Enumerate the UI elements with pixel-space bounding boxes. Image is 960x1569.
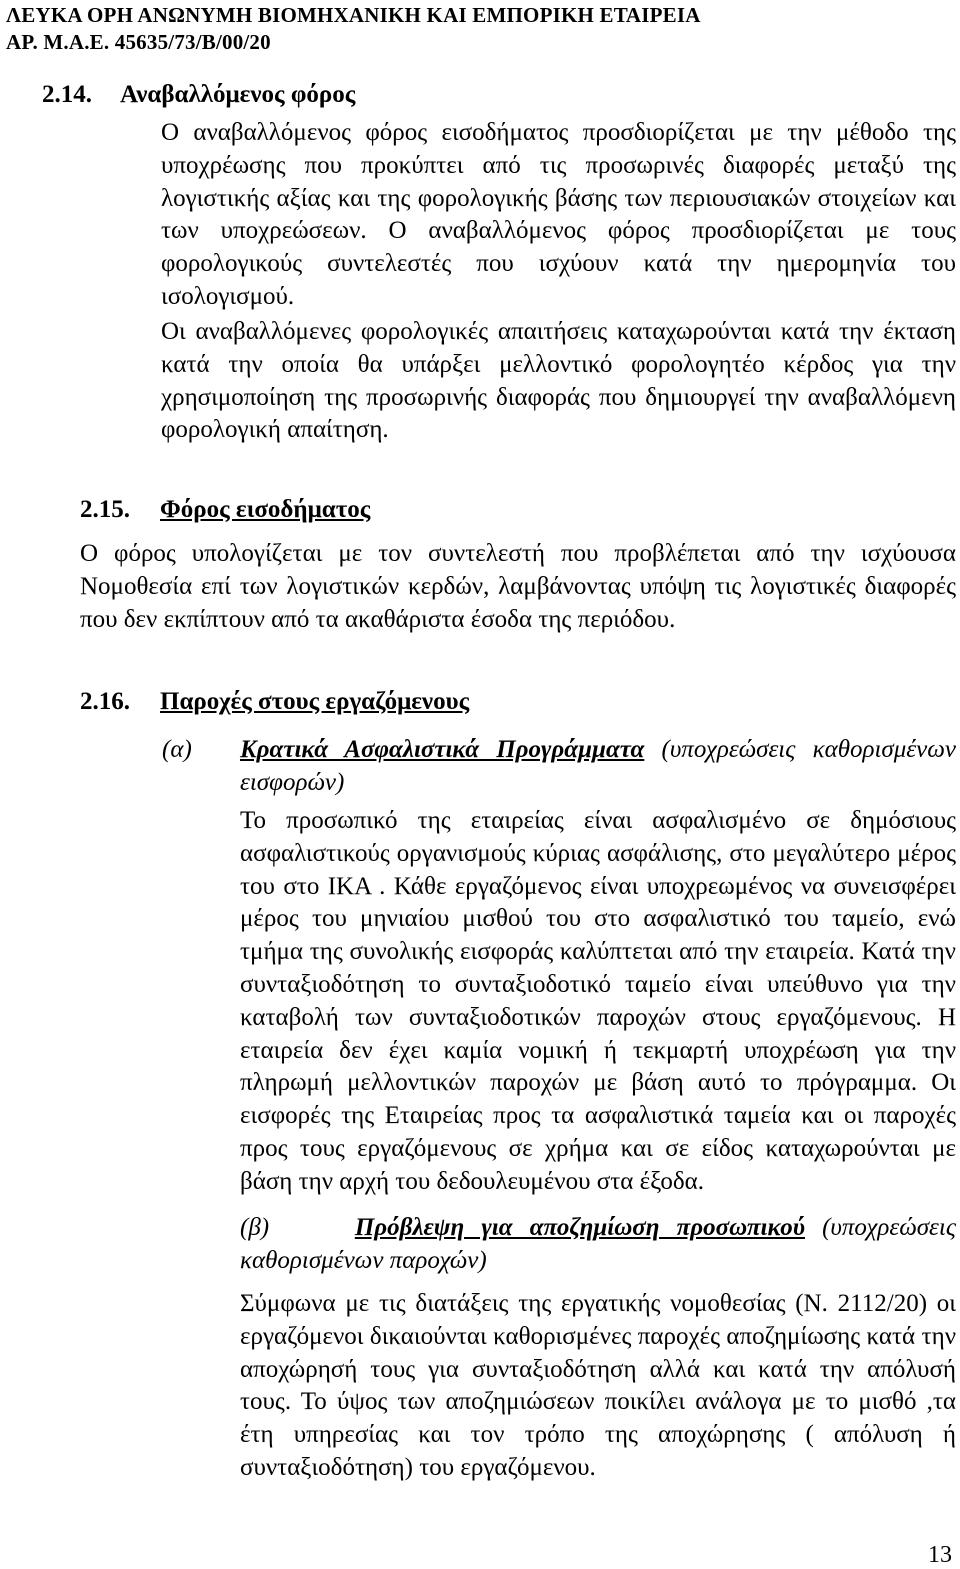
- section-number: 2.15.: [80, 496, 130, 523]
- paragraph: Το προσωπικό της εταιρείας είναι ασφαλισμένο σε δημόσιους ασφαλιστικούς οργανισμούς κύριας ασφάλισης, στο μεγαλύτερο μέρος του στο ΙΚΑ . Κάθε εργαζόμενος είναι υποχρεωμένος να συνεισφέρει μέρος του μηνιαίου μισθού του στο ασφαλιστικό του ταμείο, ενώ τμήμα της συνολικής εισφοράς καλύπτεται από την εταιρεία. Κατά την συνταξιοδότηση το συνταξιοδοτικό ταμείο είναι υπεύθυνο για την καταβολή των συνταξιοδοτικών παροχών στους εργαζόμενους. Η εταιρεία δεν έχει καμία νομική ή τεκμαρτή υποχρέωση για την πληρωμή μελλοντικών παροχών με βάση αυτό το πρόγραμμα. Οι εισφορές της Εταιρείας προς τα ασφαλιστικά ταμεία και οι παροχές προς τους εργαζόμενους σε χρήμα και σε είδος καταχωρούνται με βάση την αρχή του δεδουλευμένου στα έξοδα.: [240, 807, 956, 1195]
- page-number: 13: [928, 1542, 952, 1568]
- subsection-marker: (α): [162, 736, 192, 763]
- subsection-title: Πρόβλεψη για αποζημίωση προσωπικού: [354, 1214, 805, 1241]
- section-number: 2.16.: [80, 688, 130, 715]
- section-title: Φόρος εισοδήματος: [160, 496, 371, 523]
- paragraph: Ο φόρος υπολογίζεται με τον συντελεστή που προβλέπεται από την ισχύουσα Νομοθεσία επί των λογιστικών κερδών, λαμβάνοντας υπόψη τις λογιστικές διαφορές που δεν εκπίπτουν από τα ακαθάριστα έσοδα της περιόδου.: [80, 540, 956, 633]
- paragraph: Οι αναβαλλόμενες φορολογικές απαιτήσεις καταχωρούνται κατά την έκταση κατά την οποία θα υπάρξει μελλοντικό φορολογητέο κέρδος για την χρησιμοποίηση της προσωρινής διαφοράς που δημιουργεί την αναβαλλόμενη φορολογική απαίτηση.: [161, 318, 956, 444]
- paragraph: Σύμφωνα με τις διατάξεις της εργατικής νομοθεσίας (Ν. 2112/20) οι εργαζόμενοι δικαιούνται καθορισμένες παροχές αποζημίωσης κατά την αποχώρησή τους για συνταξιοδότηση αλλά και κατά την απόλυσή τους. Το ύψος των αποζημιώσεων ποικίλει ανάλογα με το μισθό ,τα έτη υπηρεσίας και τον τρόπο της αποχώρησης ( απόλυση ή συνταξιοδότηση) του εργαζόμενου.: [240, 1290, 956, 1481]
- section-title: Παροχές στους εργαζόμενους: [160, 688, 470, 715]
- section-heading-2-16: [80, 687, 469, 717]
- paragraph: Ο αναβαλλόμενος φόρος εισοδήματος προσδιορίζεται με την μέθοδο της υποχρέωσης που προκύπτει από τις προσωρινές διαφορές μεταξύ της λογιστικής αξίας και της φορολογικής βάσης των περιουσιακών στοιχείων και των υποχρεώσεων. Ο αναβαλλόμενος φόρος προσδιορίζεται με τους φορολογικούς συντελεστές που ισχύουν κατά την ημερομηνία του ισολογισμού.: [161, 119, 956, 310]
- registry-number: ΑΡ. Μ.Α.Ε. 45635/73/Β/00/20: [6, 30, 271, 54]
- company-name: ΛΕΥΚΑ ΟΡΗ ΑΝΩΝΥΜΗ ΒΙΟΜΗΧΑΝΙΚΗ ΚΑΙ ΕΜΠΟΡΙΚΗ ΕΤΑΙΡΕΙΑ: [6, 3, 701, 27]
- section-title: Αναβαλλόμενος φόρος: [120, 81, 356, 108]
- subsection-qualifier: (υποχρεώσεις καθορισμένων εισφορών): [240, 736, 956, 796]
- subsection-qualifier: (υποχρεώσεις καθορισμένων παροχών): [240, 1214, 956, 1274]
- section-heading-2-14: [42, 80, 355, 110]
- section-number: 2.14.: [42, 81, 92, 108]
- subsection-marker: (β): [240, 1214, 270, 1241]
- subsection-heading-b: [240, 1212, 956, 1277]
- subsection-title: Κρατικά Ασφαλιστικά Προγράμματα: [240, 736, 645, 763]
- section-heading-2-15: [80, 495, 370, 525]
- subsection-heading-a: [240, 734, 956, 799]
- document-header: [6, 2, 701, 56]
